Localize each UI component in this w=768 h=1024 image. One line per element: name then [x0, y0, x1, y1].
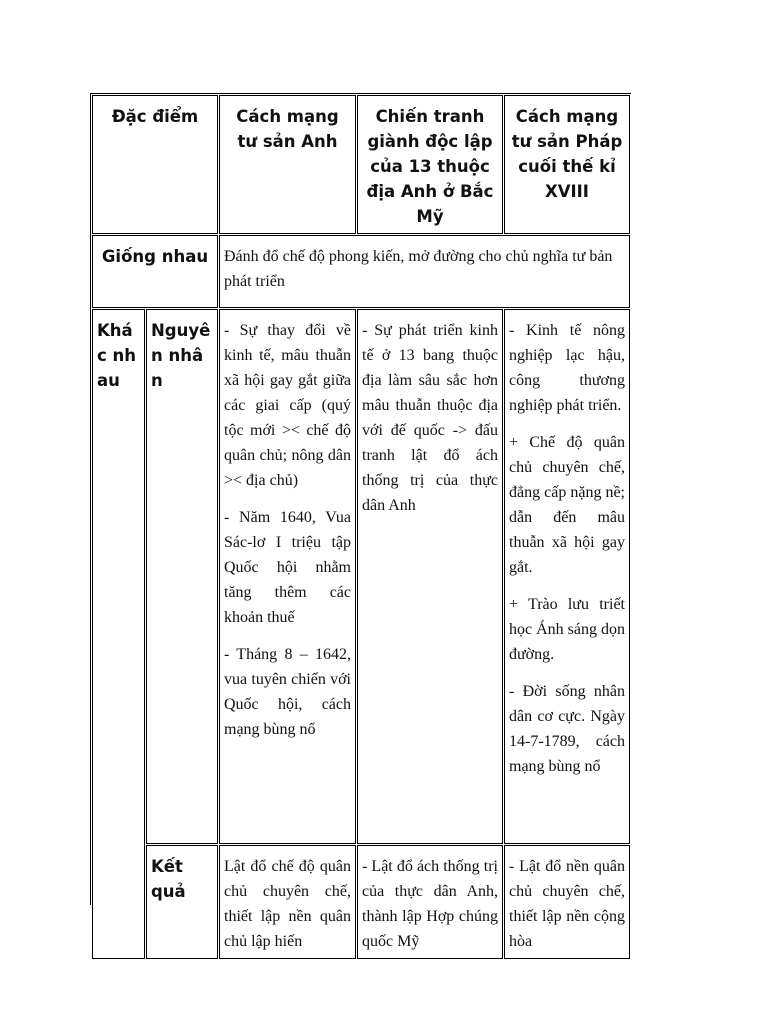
header-america: Chiến tranh giành độc lập của 13 thuộc địa Anh ở Bắc Mỹ — [357, 95, 503, 234]
similarity-text: Đánh đổ chế độ phong kiến, mở đường cho chủ nghĩa tư bản phát triển — [219, 235, 630, 308]
results-america: - Lật đổ ách thống trị của thực dân Anh, thành lập Hợp chúng quốc Mỹ — [357, 845, 503, 959]
causes-row — [92, 309, 630, 844]
causes-france-cell — [504, 309, 630, 844]
comparison-table — [91, 94, 631, 960]
causes-label: Nguyên nhân — [146, 309, 218, 844]
results-england: Lật đổ chế độ quân chủ chuyên chế, thiết lập nền quân chủ lập hiến — [219, 845, 356, 959]
header-row — [92, 95, 630, 234]
header-france: Cách mạng tư sản Pháp cuối thế kỉ XVIII — [504, 95, 630, 234]
header-feature: Đặc điểm — [92, 95, 218, 234]
comparison-table-frame — [90, 93, 631, 950]
causes-france-paragraph: + Trào lưu triết học Ánh sáng dọn đường. — [509, 596, 625, 663]
causes-america-cell — [357, 309, 503, 844]
similarity-row — [92, 235, 630, 308]
causes-france-paragraph: - Đời sống nhân dân cơ cực. Ngày 14-7-1789, cách mạng bùng nổ — [509, 683, 625, 775]
causes-america-paragraph: - Sự phát triển kinh tế ở 13 bang thuộc địa làm sâu sắc hơn mâu thuẫn thuộc địa với đế quốc -> đấu tranh lật đổ ách thống trị của thực dân Anh — [362, 322, 498, 514]
similarity-label: Giống nhau — [92, 235, 218, 308]
causes-france-paragraph: - Kinh tế nông nghiệp lạc hậu, công thương nghiệp phát triển. — [509, 322, 625, 414]
causes-england-paragraph: - Năm 1640, Vua Sác-lơ I triệu tập Quốc hội nhằm tăng thêm các khoản thuế — [224, 509, 351, 626]
causes-france-paragraph: + Chế độ quân chủ chuyên chế, đẳng cấp nặng nề; dẫn đến mâu thuẫn xã hội gay gắt. — [509, 434, 625, 576]
causes-england-cell — [219, 309, 356, 844]
header-england: Cách mạng tư sản Anh — [219, 95, 356, 234]
results-row — [92, 845, 630, 959]
causes-england-paragraph: - Tháng 8 – 1642, vua tuyên chiến với Quốc hội, cách mạng bùng nổ — [224, 646, 351, 738]
causes-england-paragraph: - Sự thay đổi về kinh tế, mâu thuẫn xã hội gay gắt giữa các giai cấp (quý tộc mới >< chế độ quân chủ; nông dân >< địa chủ) — [224, 322, 351, 489]
results-label: Kết quả — [146, 845, 218, 959]
difference-label: Khác nhau — [92, 309, 145, 959]
results-france: - Lật đổ nền quân chủ chuyên chế, thiết lập nền cộng hòa — [504, 845, 630, 959]
